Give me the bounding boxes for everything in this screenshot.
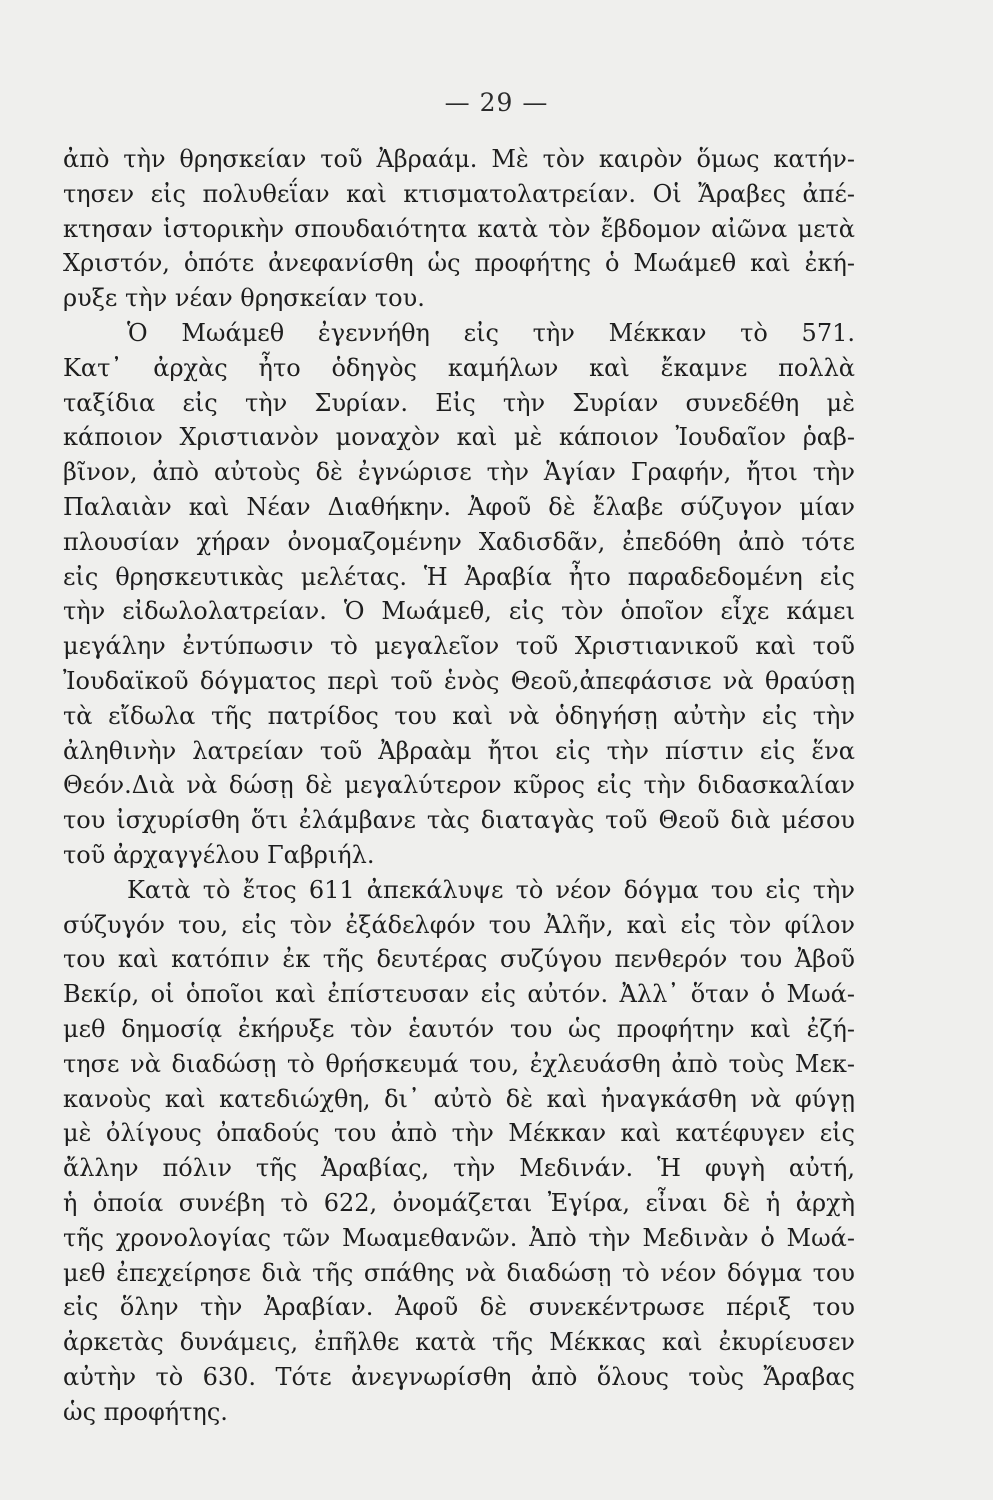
text-line: Βεκίρ, οἱ ὁποῖοι καὶ ἐπίστευσαν εἰς αὐτόν. Ἀλλ᾽ ὅταν ὁ Μωά- [63,980,855,1009]
text-line: εἰς θρησκευτικὰς μελέτας. Ἡ Ἀραβία ἦτο παραδεδομένη εἰς [63,562,855,591]
text-line: Ἰουδαϊκοῦ δόγματος περὶ τοῦ ἑνὸς Θεοῦ,ἀπεφάσισε νὰ θραύσῃ [63,666,855,695]
page-number: — 29 — [444,88,549,117]
text-line: μεγάλην ἐντύπωσιν τὸ μεγαλεῖον τοῦ Χριστιανικοῦ καὶ τοῦ [63,632,855,661]
text-line: τὴν εἰδωλολατρείαν. Ὁ Μωάμεθ, εἰς τὸν ὁποῖον εἶχε κάμει [63,597,855,626]
text-line: ἀπὸ τὴν θρησκείαν τοῦ Ἀβραάμ. Μὲ τὸν καιρὸν ὅμως κατήν- [63,145,855,173]
text-line: ἀρκετὰς δυνάμεις, ἐπῆλθε κατὰ τῆς Μέκκας καὶ ἐκυρίευσεν [63,1328,855,1357]
body-text [63,142,855,1429]
text-line: ὡς προφήτης. [63,1397,228,1426]
text-line: τησε νὰ διαδώσῃ τὸ θρήσκευμά του, ἐχλευάσθη ἀπὸ τοὺς Μεκ- [63,1049,855,1078]
text-line: κτησαν ἱστορικὴν σπουδαιότητα κατὰ τὸν ἔβδομον αἰῶνα μετὰ [63,214,855,243]
text-line: μεθ δημοσίᾳ ἐκήρυξε τὸν ἑαυτόν του ὡς προφήτην καὶ ἐζή- [63,1014,855,1043]
text-line: πλουσίαν χήραν ὀνομαζομένην Χαδισδᾶν, ἐπεδόθη ἀπὸ τότε [63,527,855,556]
paragraph-start-line: Ὁ Μωάμεθ ἐγεννήθη εἰς τὴν Μέκκαν τὸ 571. [127,318,855,347]
text-line: τῆς χρονολογίας τῶν Μωαμεθανῶν. Ἀπὸ τὴν Μεδινὰν ὁ Μωά- [63,1223,855,1252]
text-line: μὲ ὀλίγους ὀπαδούς του ἀπὸ τὴν Μέκκαν καὶ κατέφυγεν εἰς [63,1119,855,1148]
text-line: ἡ ὁποία συνέβη τὸ 622, ὀνομάζεται Ἐγίρα, εἶναι δὲ ἡ ἀρχὴ [63,1188,855,1217]
text-line: του καὶ κατόπιν ἐκ τῆς δευτέρας συζύγου πενθερόν του Ἀβοῦ [63,945,855,974]
text-line: βῖνον, ἀπὸ αὐτοὺς δὲ ἐγνώρισε τὴν Ἁγίαν Γραφήν, ἤτοι τὴν [63,458,855,487]
text-line: Κατ᾽ ἀρχὰς ἦτο ὁδηγὸς καμήλων καὶ ἔκαμνε πολλὰ [63,353,855,382]
text-line: μεθ ἐπεχείρησε διὰ τῆς σπάθης νὰ διαδώσῃ τὸ νέον δόγμα του [63,1258,855,1287]
text-line: τὰ εἴδωλα τῆς πατρίδος του καὶ νὰ ὁδηγήσῃ αὐτὴν εἰς τὴν [63,701,855,730]
text-line: ταξίδια εἰς τὴν Συρίαν. Εἰς τὴν Συρίαν συνεδέθη μὲ [63,388,855,417]
text-line: τοῦ ἀρχαγγέλου Γαβριήλ. [63,840,375,869]
text-line: σύζυγόν του, εἰς τὸν ἐξάδελφόν του Ἀλῆν, καὶ εἰς τὸν φίλον [63,910,855,939]
text-line: του ἰσχυρίσθη ὅτι ἐλάμβανε τὰς διαταγὰς τοῦ Θεοῦ διὰ μέσου [63,806,855,835]
text-line: Θεόν.Διὰ νὰ δώσῃ δὲ μεγαλύτερον κῦρος εἰς τὴν διδασκαλίαν [63,771,855,800]
paragraph-start-line: Κατὰ τὸ ἔτος 611 ἀπεκάλυψε τὸ νέον δόγμα του εἰς τὴν [127,875,855,904]
text-line: Χριστόν, ὁπότε ἀνεφανίσθη ὡς προφήτης ὁ Μωάμεθ καὶ ἐκή- [63,249,855,278]
text-line: ἄλλην πόλιν τῆς Ἀραβίας, τὴν Μεδινάν. Ἡ φυγὴ αὐτή, [63,1154,855,1183]
text-line: ρυξε τὴν νέαν θρησκείαν του. [63,284,425,313]
text-line: εἰς ὅλην τὴν Ἀραβίαν. Ἀφοῦ δὲ συνεκέντρωσε πέριξ του [63,1293,855,1322]
text-line: κάποιον Χριστιανὸν μοναχὸν καὶ μὲ κάποιον Ἰουδαῖον ῥαβ- [63,423,855,452]
text-line: Παλαιὰν καὶ Νέαν Διαθήκην. Ἀφοῦ δὲ ἔλαβε σύζυγον μίαν [63,492,855,521]
text-line: αὐτὴν τὸ 630. Τότε ἀνεγνωρίσθη ἀπὸ ὅλους τοὺς Ἄραβας [63,1362,855,1391]
text-line: κανοὺς καὶ κατεδιώχθη, δι᾽ αὐτὸ δὲ καὶ ἠναγκάσθη νὰ φύγῃ [63,1084,855,1113]
text-line: ἀληθινὴν λατρείαν τοῦ Ἀβραὰμ ἤτοι εἰς τὴν πίστιν εἰς ἕνα [63,736,855,765]
text-line: τησεν εἰς πολυθεΐαν καὶ κτισματολατρείαν. Οἱ Ἄραβες ἀπέ- [63,179,855,208]
